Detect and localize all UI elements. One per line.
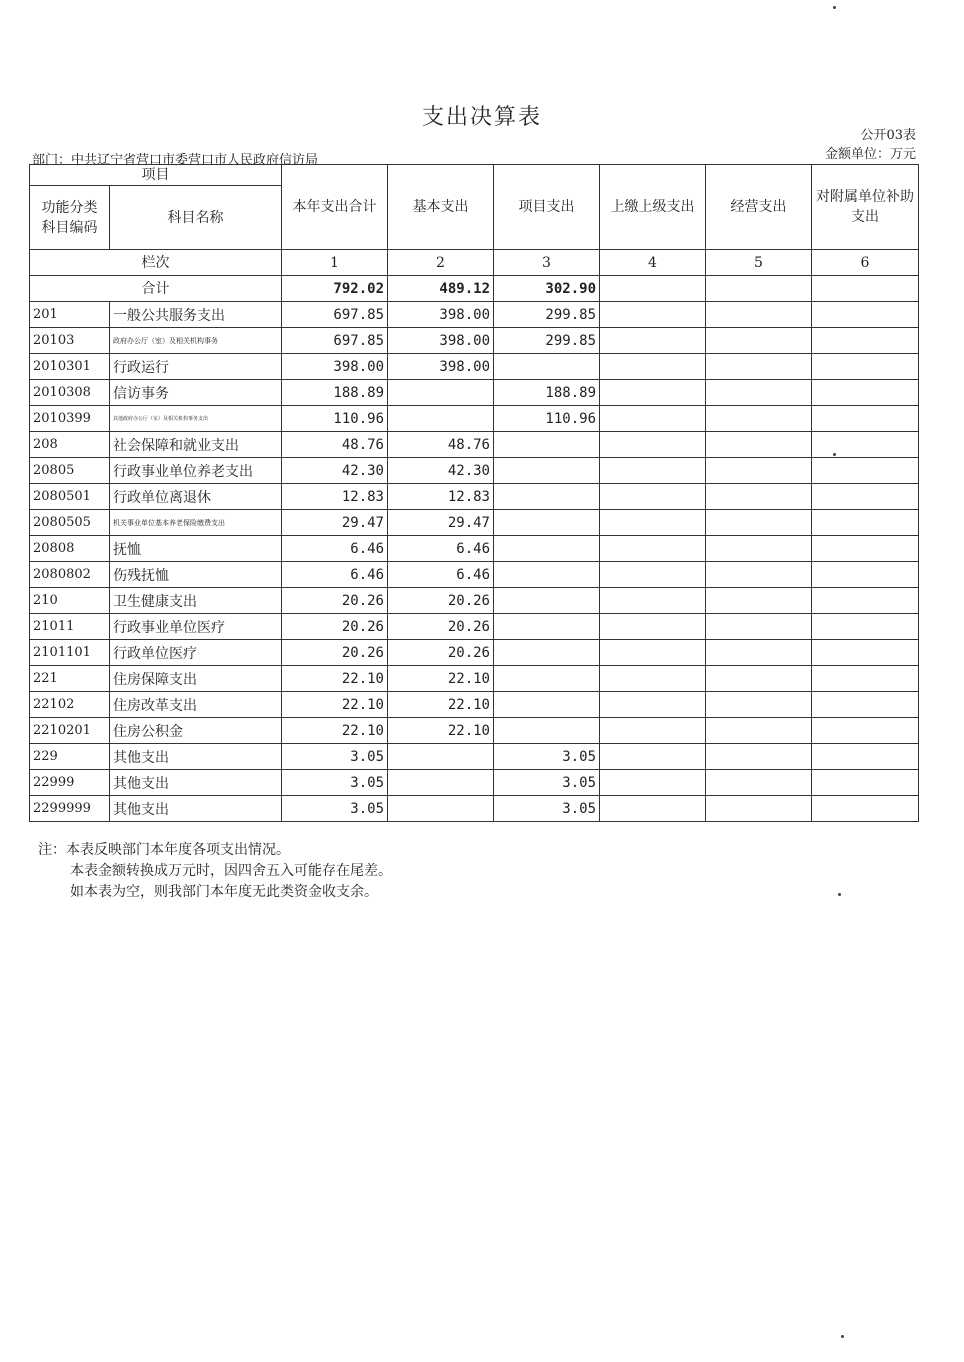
row-value: 398.00 xyxy=(388,328,494,354)
row-value: 6.46 xyxy=(388,562,494,588)
header-col-2: 基本支出 xyxy=(388,165,494,250)
row-code: 20103 xyxy=(30,328,110,354)
row-value xyxy=(494,536,600,562)
row-subject-name: 其他政府办公厅（室）及相关机构事务支出 xyxy=(110,406,282,432)
row-value xyxy=(494,354,600,380)
note-line-3: 如本表为空，则我部门本年度无此类资金收支余。 xyxy=(70,884,378,900)
form-code: 公开03表 xyxy=(860,128,916,143)
row-subject-name: 伤残抚恤 xyxy=(110,562,282,588)
scan-speck xyxy=(841,1335,844,1338)
table-row xyxy=(30,380,919,406)
total-value: 302.90 xyxy=(494,276,600,302)
row-code: 22999 xyxy=(30,770,110,796)
row-value: 42.30 xyxy=(282,458,388,484)
row-value: 22.10 xyxy=(282,718,388,744)
row-value: 20.26 xyxy=(282,640,388,666)
table-row xyxy=(30,744,919,770)
row-value: 3.05 xyxy=(494,744,600,770)
row-value xyxy=(706,432,812,458)
department-label: 部门：中共辽宁省营口市委营口市人民政府信访局 xyxy=(32,153,319,168)
row-value xyxy=(600,484,706,510)
row-value: 398.00 xyxy=(388,354,494,380)
lanci-number: 6 xyxy=(812,250,919,276)
row-value: 6.46 xyxy=(388,536,494,562)
row-value xyxy=(812,328,919,354)
row-value xyxy=(812,380,919,406)
table-row xyxy=(30,796,919,822)
row-value: 20.26 xyxy=(282,614,388,640)
row-code: 2010399 xyxy=(30,406,110,432)
row-value: 3.05 xyxy=(282,770,388,796)
table-row xyxy=(30,718,919,744)
row-code: 201 xyxy=(30,302,110,328)
row-code: 2210201 xyxy=(30,718,110,744)
row-value xyxy=(706,484,812,510)
row-value xyxy=(388,744,494,770)
row-value: 3.05 xyxy=(282,796,388,822)
table-row xyxy=(30,692,919,718)
row-value: 29.47 xyxy=(282,510,388,536)
row-value xyxy=(812,536,919,562)
lanci-number: 1 xyxy=(282,250,388,276)
row-value xyxy=(812,302,919,328)
table-row xyxy=(30,510,919,536)
note-line-2: 本表金额转换成万元时，因四舍五入可能存在尾差。 xyxy=(70,863,392,879)
row-value: 22.10 xyxy=(282,666,388,692)
table-row xyxy=(30,302,919,328)
row-value xyxy=(812,458,919,484)
row-subject-name: 行政单位医疗 xyxy=(110,640,282,666)
lanci-number: 3 xyxy=(494,250,600,276)
note-line-1: 注：本表反映部门本年度各项支出情况。 xyxy=(38,842,290,858)
row-value: 12.83 xyxy=(282,484,388,510)
row-subject-name: 卫生健康支出 xyxy=(110,588,282,614)
table-row xyxy=(30,458,919,484)
row-value xyxy=(706,510,812,536)
header-func-code: 功能分类科目编码 xyxy=(30,186,110,250)
row-value: 3.05 xyxy=(494,796,600,822)
total-value xyxy=(706,276,812,302)
row-value: 22.10 xyxy=(388,692,494,718)
row-value xyxy=(812,666,919,692)
row-subject-name: 行政事业单位养老支出 xyxy=(110,458,282,484)
row-code: 210 xyxy=(30,588,110,614)
row-value xyxy=(812,588,919,614)
row-value xyxy=(600,380,706,406)
row-subject-name: 住房公积金 xyxy=(110,718,282,744)
row-subject-name: 住房改革支出 xyxy=(110,692,282,718)
lanci-number: 2 xyxy=(388,250,494,276)
row-value xyxy=(388,770,494,796)
row-value: 697.85 xyxy=(282,302,388,328)
row-value: 188.89 xyxy=(494,380,600,406)
row-subject-name: 其他支出 xyxy=(110,744,282,770)
row-value xyxy=(600,458,706,484)
row-value: 3.05 xyxy=(494,770,600,796)
row-value: 48.76 xyxy=(388,432,494,458)
row-value xyxy=(600,692,706,718)
row-value xyxy=(494,692,600,718)
row-value xyxy=(494,718,600,744)
row-value: 12.83 xyxy=(388,484,494,510)
row-value: 3.05 xyxy=(282,744,388,770)
header-col-6: 对附属单位补助支出 xyxy=(812,165,919,250)
notes xyxy=(38,840,392,903)
row-value xyxy=(600,770,706,796)
row-value xyxy=(494,484,600,510)
row-value xyxy=(706,588,812,614)
row-value xyxy=(600,562,706,588)
row-code: 2299999 xyxy=(30,796,110,822)
row-value xyxy=(494,510,600,536)
row-value xyxy=(494,614,600,640)
row-value: 22.10 xyxy=(388,666,494,692)
row-value xyxy=(600,432,706,458)
row-value: 299.85 xyxy=(494,302,600,328)
row-value xyxy=(812,614,919,640)
row-value xyxy=(600,744,706,770)
row-value xyxy=(706,692,812,718)
scan-speck xyxy=(833,453,836,456)
row-value xyxy=(600,302,706,328)
row-value xyxy=(494,432,600,458)
table-row xyxy=(30,536,919,562)
lanci-number: 4 xyxy=(600,250,706,276)
amount-unit: 金额单位：万元 xyxy=(824,147,916,162)
row-value: 20.26 xyxy=(388,614,494,640)
row-value: 22.10 xyxy=(282,692,388,718)
row-value: 29.47 xyxy=(388,510,494,536)
row-value xyxy=(600,718,706,744)
header-item: 项目 xyxy=(30,165,282,186)
total-value xyxy=(600,276,706,302)
scan-speck xyxy=(838,893,841,896)
row-value: 188.89 xyxy=(282,380,388,406)
total-value xyxy=(812,276,919,302)
row-value xyxy=(388,406,494,432)
row-value: 398.00 xyxy=(282,354,388,380)
row-code: 22102 xyxy=(30,692,110,718)
row-code: 20808 xyxy=(30,536,110,562)
row-value xyxy=(600,640,706,666)
row-value xyxy=(706,640,812,666)
row-value xyxy=(706,354,812,380)
row-subject-name: 信访事务 xyxy=(110,380,282,406)
row-value xyxy=(494,562,600,588)
row-value xyxy=(706,744,812,770)
table-row xyxy=(30,562,919,588)
row-subject-name: 行政单位离退休 xyxy=(110,484,282,510)
row-value xyxy=(706,458,812,484)
row-value xyxy=(600,354,706,380)
row-code: 21011 xyxy=(30,614,110,640)
row-value: 48.76 xyxy=(282,432,388,458)
total-value: 792.02 xyxy=(282,276,388,302)
row-value xyxy=(812,796,919,822)
row-code: 208 xyxy=(30,432,110,458)
row-value xyxy=(600,510,706,536)
row-value xyxy=(812,432,919,458)
row-value xyxy=(600,588,706,614)
row-value xyxy=(812,770,919,796)
row-value xyxy=(812,354,919,380)
row-value xyxy=(706,718,812,744)
lanci-label: 栏次 xyxy=(30,250,282,276)
row-value: 20.26 xyxy=(388,588,494,614)
row-subject-name: 行政运行 xyxy=(110,354,282,380)
row-value xyxy=(812,484,919,510)
row-value xyxy=(706,328,812,354)
row-value xyxy=(706,614,812,640)
row-subject-name: 其他支出 xyxy=(110,796,282,822)
row-value: 20.26 xyxy=(388,640,494,666)
expenditure-table xyxy=(29,164,919,822)
row-subject-name: 住房保障支出 xyxy=(110,666,282,692)
row-code: 221 xyxy=(30,666,110,692)
row-value xyxy=(494,640,600,666)
row-value xyxy=(706,666,812,692)
header-col-5: 经营支出 xyxy=(706,165,812,250)
row-subject-name: 社会保障和就业支出 xyxy=(110,432,282,458)
row-value xyxy=(812,640,919,666)
row-value xyxy=(812,692,919,718)
row-value xyxy=(706,770,812,796)
row-value xyxy=(388,380,494,406)
row-subject-name: 机关事业单位基本养老保险缴费支出 xyxy=(110,510,282,536)
row-value xyxy=(706,796,812,822)
lanci-number: 5 xyxy=(706,250,812,276)
row-value xyxy=(812,510,919,536)
row-code: 2080802 xyxy=(30,562,110,588)
table-row xyxy=(30,614,919,640)
table-row xyxy=(30,432,919,458)
row-value: 398.00 xyxy=(388,302,494,328)
row-value xyxy=(812,406,919,432)
row-value: 110.96 xyxy=(282,406,388,432)
row-value xyxy=(600,406,706,432)
row-value xyxy=(600,536,706,562)
row-code: 229 xyxy=(30,744,110,770)
row-value: 42.30 xyxy=(388,458,494,484)
total-value: 489.12 xyxy=(388,276,494,302)
row-value xyxy=(600,614,706,640)
table-row xyxy=(30,354,919,380)
page-title: 支出决算表 xyxy=(421,105,542,130)
header-col-3: 项目支出 xyxy=(494,165,600,250)
row-value xyxy=(600,796,706,822)
total-label: 合计 xyxy=(30,276,282,302)
row-value xyxy=(706,406,812,432)
row-value: 697.85 xyxy=(282,328,388,354)
row-value xyxy=(494,458,600,484)
row-value xyxy=(494,666,600,692)
table-row xyxy=(30,484,919,510)
row-value xyxy=(812,718,919,744)
table-row xyxy=(30,666,919,692)
table-row xyxy=(30,588,919,614)
row-code: 2010308 xyxy=(30,380,110,406)
row-value: 6.46 xyxy=(282,562,388,588)
row-subject-name: 行政事业单位医疗 xyxy=(110,614,282,640)
row-value: 6.46 xyxy=(282,536,388,562)
row-code: 2010301 xyxy=(30,354,110,380)
row-code: 2080501 xyxy=(30,484,110,510)
header-col-1: 本年支出合计 xyxy=(282,165,388,250)
header-subject-name: 科目名称 xyxy=(110,186,282,250)
row-value xyxy=(706,536,812,562)
table-row xyxy=(30,328,919,354)
row-value xyxy=(812,744,919,770)
row-subject-name: 政府办公厅（室）及相关机构事务 xyxy=(110,328,282,354)
row-code: 2080505 xyxy=(30,510,110,536)
row-value: 20.26 xyxy=(282,588,388,614)
row-value xyxy=(706,562,812,588)
row-value xyxy=(600,328,706,354)
row-value: 22.10 xyxy=(388,718,494,744)
scan-speck xyxy=(833,6,836,9)
row-code: 2101101 xyxy=(30,640,110,666)
table-row xyxy=(30,406,919,432)
row-value xyxy=(706,302,812,328)
row-value xyxy=(706,380,812,406)
row-subject-name: 抚恤 xyxy=(110,536,282,562)
row-code: 20805 xyxy=(30,458,110,484)
row-value xyxy=(600,666,706,692)
row-value: 299.85 xyxy=(494,328,600,354)
row-value xyxy=(812,562,919,588)
row-value xyxy=(494,588,600,614)
row-subject-name: 一般公共服务支出 xyxy=(110,302,282,328)
table-row xyxy=(30,640,919,666)
row-value xyxy=(388,796,494,822)
table-row xyxy=(30,770,919,796)
row-value: 110.96 xyxy=(494,406,600,432)
row-subject-name: 其他支出 xyxy=(110,770,282,796)
header-col-4: 上缴上级支出 xyxy=(600,165,706,250)
